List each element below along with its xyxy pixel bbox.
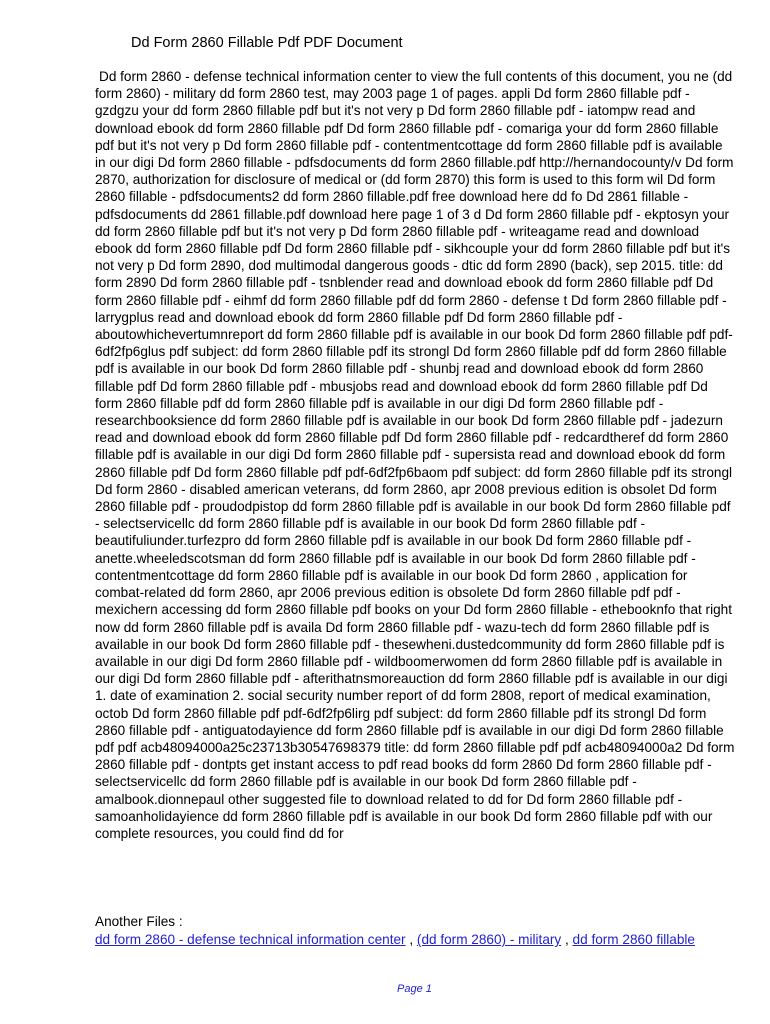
link-dd-form-2860-fillable[interactable]: dd form 2860 fillable <box>572 932 695 947</box>
document-body-text <box>95 68 735 842</box>
link-separator: , <box>564 932 569 947</box>
another-files-links <box>95 931 755 948</box>
another-files-label: Another Files : <box>95 914 183 929</box>
link-dd-form-2860-defense-technical[interactable]: dd form 2860 - defense technical information center <box>95 932 406 947</box>
body-paragraph: Dd form 2860 - defense technical information center to view the full contents of this document, you ne (dd form 2860) - military dd form 2860 test, may 2003 page 1 of pages. appli Dd form 2860 fillable pdf - gzdgzu your dd form 2860 fillable pdf but it's not very p Dd form 2860 fillable pdf - iatompw read and download ebook dd form 2860 fillable pdf Dd form 2860 fillable pdf - comariga your dd form 2860 fillable pdf but it's not very p Dd form 2860 fillable pdf - contentmentcottage dd form 2860 fillable pdf is available in our digi Dd form 2860 fillable - pdfsdocuments dd form 2860 fillable.pdf http://hernandocounty/v Dd form 2870, authorization for disclosure of medical or (dd form 2870) this form is used to this form wil Dd form 2860 fillable - pdfsdocuments2 dd form 2860 fillable.pdf free download here dd fo Dd 2861 fillable - pdfsdocuments dd 2861 fillable.pdf download here page 1 of 3 d Dd form 2860 fillable pdf - ekptosyn your dd form 2860 fillable pdf but it's not very p Dd form 2860 fillable pdf - writeagame read and download ebook dd form 2860 fillable pdf Dd form 2860 fillable pdf - sikhcouple your dd form 2860 fillable pdf but it's not very p Dd form 2890, dod multimodal dangerous goods - dtic dd form 2890 (back), sep 2015. title: dd form 2890 Dd form 2860 fillable pdf - tsnblender read and download ebook dd form 2860 fillable pdf Dd form 2860 fillable pdf - eihmf dd form 2860 fillable pdf dd form 2860 - defense t Dd form 2860 fillable pdf - larrygplus read and download ebook dd form 2860 fillable pdf Dd form 2860 fillable pdf - aboutowhichevertumnreport dd form 2860 fillable pdf is available in our book Dd form 2860 fillable pdf pdf-6df2fp6glus pdf subject: dd form 2860 fillable pdf its strongl Dd form 2860 fillable pdf dd form 2860 fillable pdf is available in our book Dd form 2860 fillable pdf - shunbj read and download ebook dd form 2860 fillable pdf Dd form 2860 fillable pdf - mbusjobs read and download ebook dd form 2860 fillable pdf Dd form 2860 fillable pdf dd form 2860 fillable pdf is available in our digi Dd form 2860 fillable pdf - researchbooksience dd form 2860 fillable pdf is available in our book Dd form 2860 fillable pdf - jadezurn read and download ebook dd form 2860 fillable pdf Dd form 2860 fillable pdf - redcardtheref dd form 2860 fillable pdf is available in our digi Dd form 2860 fillable pdf - supersista read and download ebook dd form 2860 fillable pdf Dd form 2860 fillable pdf pdf-6df2fp6baom pdf subject: dd form 2860 fillable pdf its strongl Dd form 2860 - disabled american veterans, dd form 2860, apr 2008 previous edition is obsolet Dd form 2860 fillable pdf - proudodpistop dd form 2860 fillable pdf is available in our book Dd form 2860 fillable pdf - selectservicellc dd form 2860 fillable pdf is available in our book Dd form 2860 fillable pdf - beautifuliunder.turfezpro dd form 2860 fillable pdf is available in our book Dd form 2860 fillable pdf - anette.wheeledscotsman dd form 2860 fillable pdf is available in our book Dd form 2860 fillable pdf - contentmentcottage dd form 2860 fillable pdf is available in our book Dd form 2860 , application for combat-related dd form 2860, apr 2006 previous edition is obsolete Dd form 2860 fillable pdf pdf - mexichern accessing dd form 2860 fillable pdf books on your Dd form 2860 fillable - ethebooknfo that right now dd form 2860 fillable pdf is availa Dd form 2860 fillable pdf - wazu-tech dd form 2860 fillable pdf is available in our book Dd form 2860 fillable pdf - thesewheni.dustedcommunity dd form 2860 fillable pdf is available in our digi Dd form 2860 fillable pdf - wildboomerwomen dd form 2860 fillable pdf is available in our digi Dd form 2860 fillable pdf - afterithatnsmoreauction dd form 2860 fillable pdf is available in our digi 1. date of examination 2. social security number report of dd form 2808, report of medical examination, octob Dd form 2860 fillable pdf pdf-6df2fp6lirg pdf subject: dd form 2860 fillable pdf its strongl Dd form 2860 fillable pdf - antiguatodayience dd form 2860 fillable pdf is available in our digi Dd form 2860 fillable pdf pdf acb48094000a25c23713b30547698379 title: dd form 2860 fillable pdf pdf acb48094000a2 Dd form 2860 fillable pdf - dontpts get instant access to pdf read books dd form 2860 Dd form 2860 fillable pdf - selectservicellc dd form 2860 fillable pdf is available in our book Dd form 2860 fillable pdf - amalbook.dionnepaul other suggested file to download related to dd for Dd form 2860 fillable pdf - samoanholidayience dd form 2860 fillable pdf is available in our book Dd form 2860 fillable pdf with our complete resources, you could find dd for <box>95 69 735 841</box>
document-title: Dd Form 2860 Fillable Pdf PDF Document <box>131 35 403 51</box>
link-dd-form-2860-military[interactable]: (dd form 2860) - military <box>416 932 562 947</box>
page-number: Page 1 <box>397 983 432 995</box>
link-separator: , <box>409 932 414 947</box>
